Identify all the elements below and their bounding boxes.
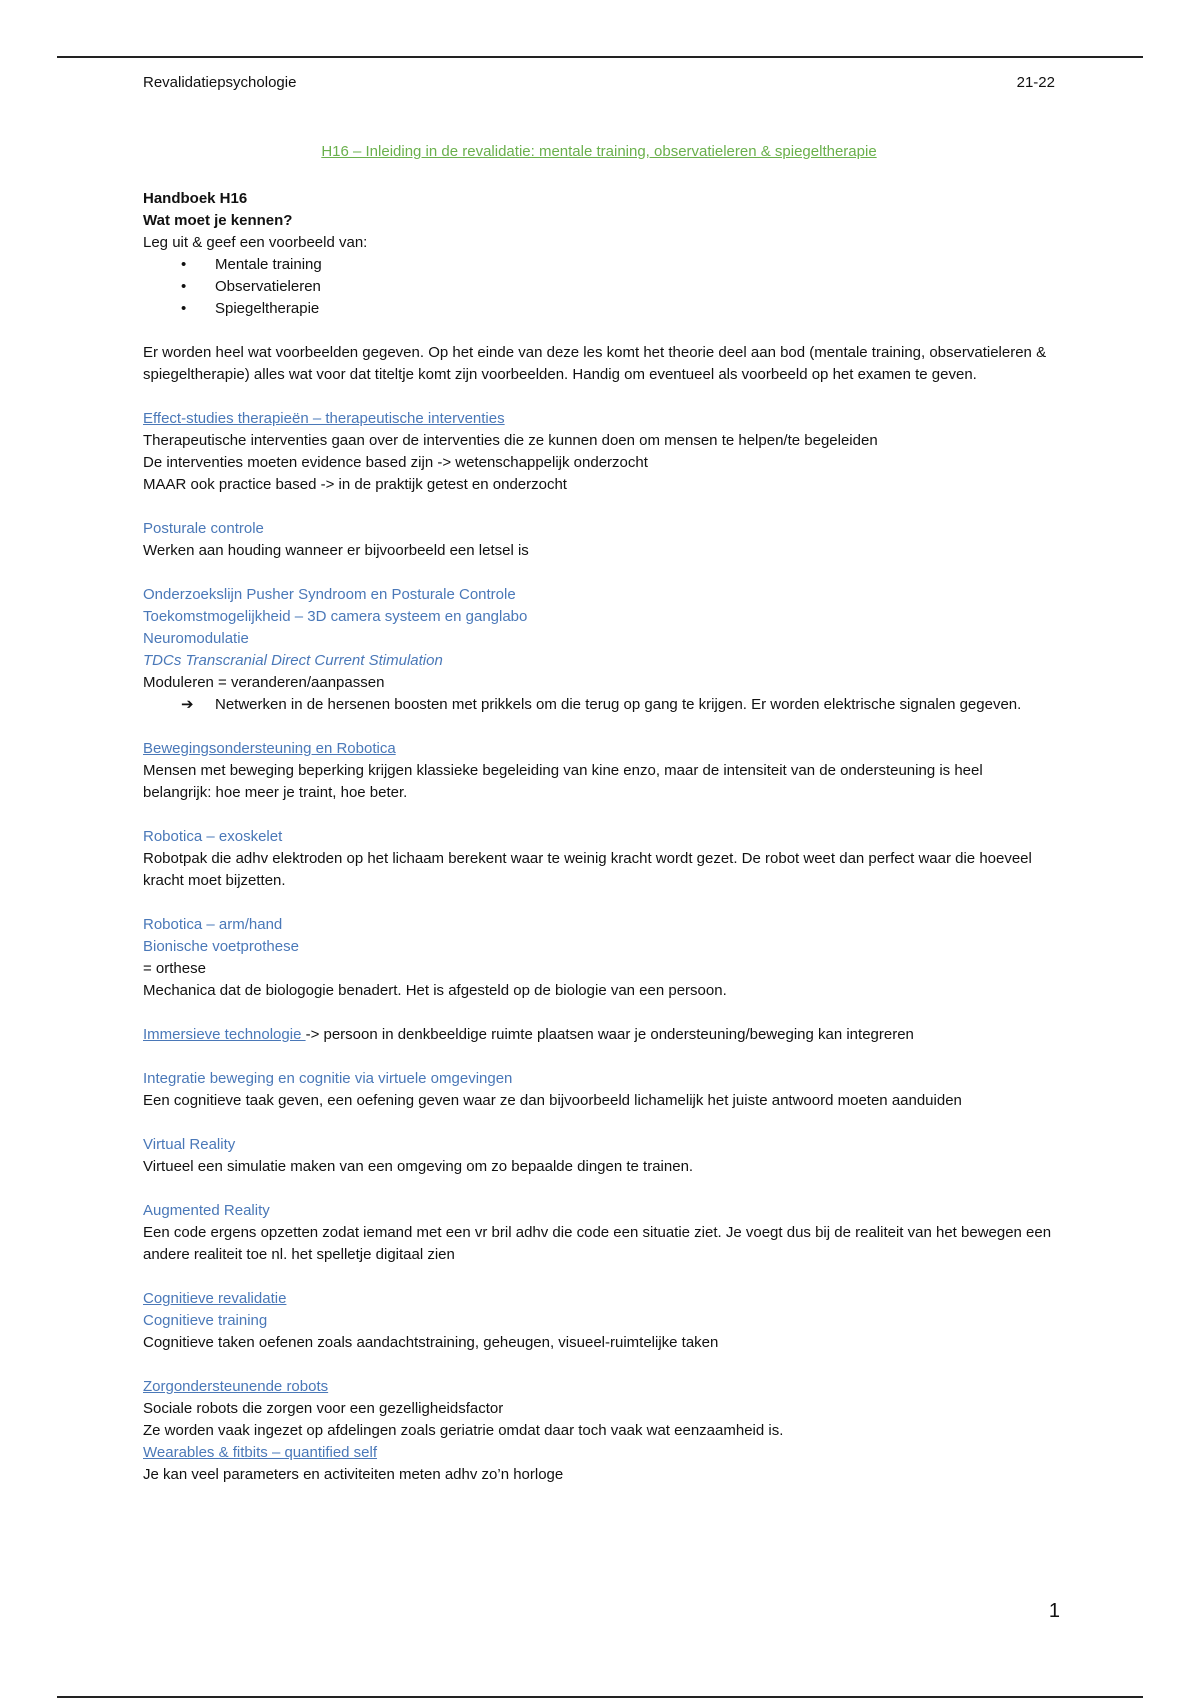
heading-cognitieve-training: Cognitieve training (143, 1312, 268, 1329)
topic-list (143, 254, 1055, 320)
effect-line: MAAR ook practice based -> in de praktijk getest en onderzocht (143, 476, 567, 493)
heading-neuromodulatie: Neuromodulatie (143, 630, 249, 647)
arrow-point (143, 694, 1055, 716)
heading-immersief: Immersieve technologie (143, 1026, 306, 1043)
cognitief-text: Cognitieve taken oefenen zoals aandachtstraining, geheugen, visueel-ruimtelijke taken (143, 1334, 719, 1351)
immersief-line (143, 1024, 1055, 1046)
exoskelet-text: Robotpak die adhv elektroden op het lichaam berekent waar te weinig kracht wordt gezet. De robot weet dan perfect waar die hoeveel kracht moet bijzetten. (143, 850, 1032, 889)
mechanica-text: Mechanica dat de biologogie benadert. Het is afgesteld op de biologie van een persoon. (143, 982, 727, 999)
list-item: • Mentale training (215, 254, 1055, 276)
heading-cognitieve-revalidatie: Cognitieve revalidatie (143, 1290, 287, 1307)
question-label: Wat moet je kennen? (143, 212, 293, 229)
arrow-text: Netwerken in de hersenen boosten met prikkels om die terug op gang te krijgen. Er worden elektrische signalen gegeven. (215, 696, 1022, 713)
heading-bewegingsondersteuning: Bewegingsondersteuning en Robotica (143, 740, 396, 757)
effect-line: De interventies moeten evidence based zijn -> wetenschappelijk onderzocht (143, 454, 648, 471)
heading-zorgrobots: Zorgondersteunende robots (143, 1378, 329, 1395)
heading-integratie: Integratie beweging en cognitie via virtuele omgevingen (143, 1070, 513, 1087)
heading-virtual-reality: Virtual Reality (143, 1136, 236, 1153)
document-body (143, 188, 1055, 1486)
page-header (143, 74, 1055, 91)
intro-paragraph: Er worden heel wat voorbeelden gegeven. Op het einde van deze les komt het theorie deel aan bod (mentale training, observatieleren & spiegeltherapie) alles wat voor dat titeltje komt zijn voorbeelden. Handig om eventueel als voorbeeld op het examen te geven. (143, 344, 1047, 383)
zorg-line: Sociale robots die zorgen voor een gezelligheidsfactor (143, 1400, 504, 1417)
arrow-icon: ➔ (181, 696, 194, 713)
heading-posturale: Posturale controle (143, 520, 264, 537)
beweging-text: Mensen met beweging beperking krijgen klassieke begeleiding van kine enzo, maar de intensiteit van de ondersteuning is heel belangrijk: hoe meer je traint, hoe beter. (143, 762, 983, 801)
heading-effect-studies: Effect-studies therapieën – therapeutische interventies (143, 410, 505, 427)
handbook-label: Handboek H16 (143, 190, 248, 207)
orthese-text: = orthese (143, 960, 206, 977)
effect-line: Therapeutische interventies gaan over de interventies die ze kunnen doen om mensen te helpen/te begeleiden (143, 432, 878, 449)
immersief-text: -> persoon in denkbeeldige ruimte plaatsen waar je ondersteuning/beweging kan integreren (305, 1026, 914, 1043)
heading-tdcs: TDCs Transcranial Direct Current Stimulation (143, 652, 443, 669)
header-year: 21-22 (1016, 74, 1055, 91)
zorg-line: Ze worden vaak ingezet op afdelingen zoals geriatrie omdat daar toch vaak wat eenzaamheid is. (143, 1422, 784, 1439)
heading-wearables: Wearables & fitbits – quantified self (143, 1444, 378, 1461)
header-course: Revalidatiepsychologie (143, 74, 297, 91)
bottom-rule (57, 1696, 1143, 1698)
wearables-text: Je kan veel parameters en activiteiten meten adhv zo’n horloge (143, 1466, 564, 1483)
integratie-text: Een cognitieve taak geven, een oefening geven waar ze dan bijvoorbeeld lichamelijk het juiste antwoord moeten aanduiden (143, 1092, 962, 1109)
heading-toekomst: Toekomstmogelijkheid – 3D camera systeem en ganglabo (143, 608, 528, 625)
page-number: 1 (1048, 1600, 1060, 1622)
list-item: • Spiegeltherapie (215, 298, 1055, 320)
heading-voetprothese: Bionische voetprothese (143, 938, 299, 955)
title-block (143, 143, 1055, 161)
heading-arm-hand: Robotica – arm/hand (143, 916, 283, 933)
intro-lead: Leg uit & geef een voorbeeld van: (143, 234, 368, 251)
list-item: • Observatieleren (215, 276, 1055, 298)
vr-text: Virtueel een simulatie maken van een omgeving om zo bepaalde dingen te trainen. (143, 1158, 694, 1175)
ar-text: Een code ergens opzetten zodat iemand met een vr bril adhv die code een situatie ziet. Je voegt dus bij de realiteit van het bewegen een andere realiteit toe nl. het spelletje digitaal zien (143, 1224, 1052, 1263)
posturale-text: Werken aan houding wanneer er bijvoorbeeld een letsel is (143, 542, 529, 559)
heading-pusher: Onderzoekslijn Pusher Syndroom en Posturale Controle (143, 586, 516, 603)
heading-augmented-reality: Augmented Reality (143, 1202, 270, 1219)
top-rule (57, 56, 1143, 58)
heading-exoskelet: Robotica – exoskelet (143, 828, 283, 845)
chapter-title: H16 – Inleiding in de revalidatie: mentale training, observatieleren & spiegeltherapie (321, 143, 877, 160)
moduleren-text: Moduleren = veranderen/aanpassen (143, 674, 385, 691)
